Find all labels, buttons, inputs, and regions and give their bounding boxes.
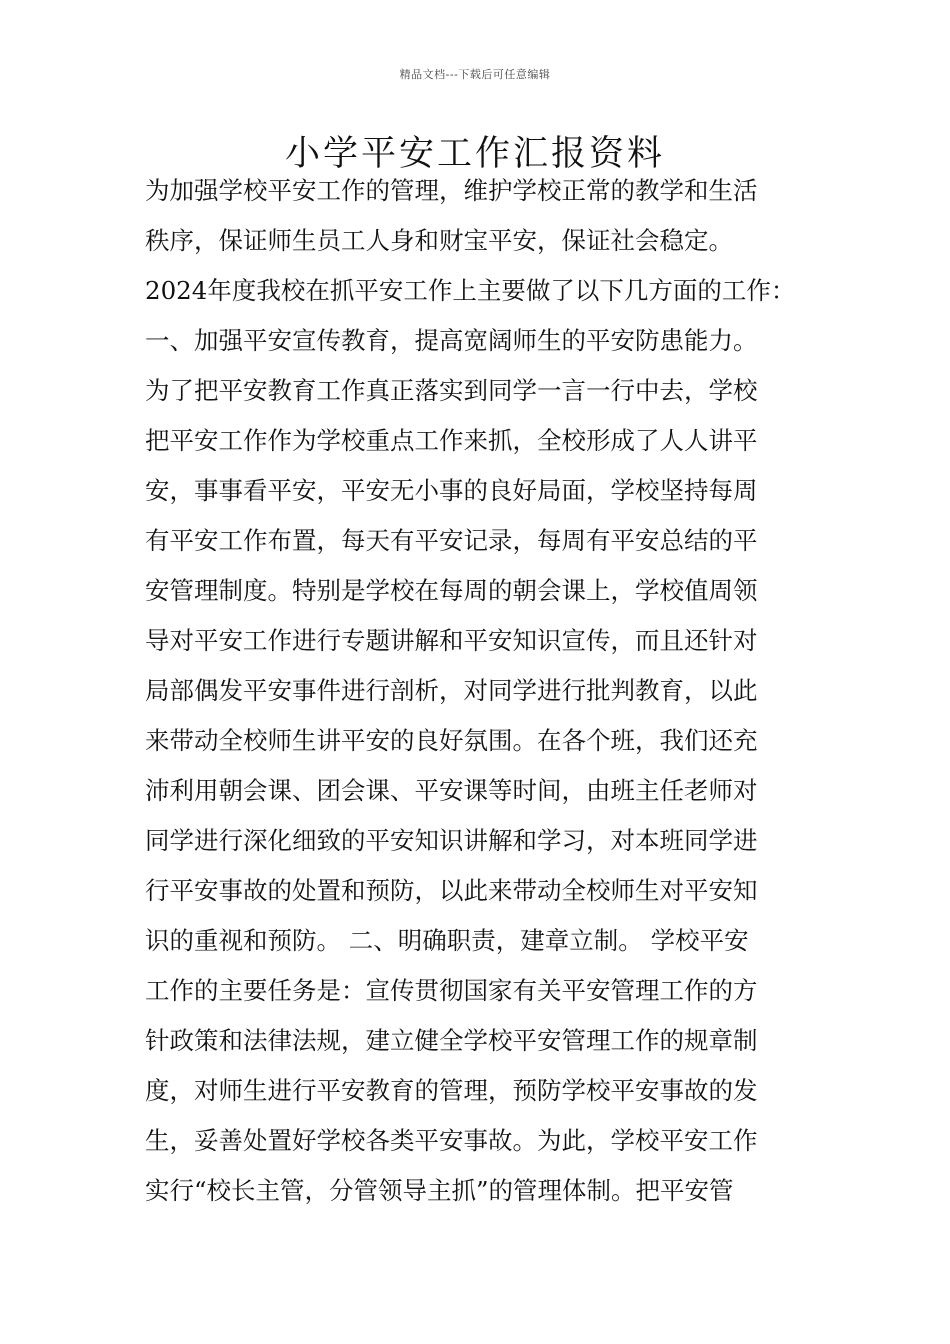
body-line: 一、加强平安宣传教育，提高宽阔师生的平安防患能力。 [145,326,758,355]
body-line: 把平安工作作为学校重点工作来抓，全校形成了人人讲平 [145,426,758,455]
body-line: 秩序，保证师生员工人身和财宝平安，保证社会稳定。 [145,226,733,255]
body-line: 有平安工作布置，每天有平安记录，每周有平安总结的平 [145,526,758,555]
body-line: 为了把平安教育工作真正落实到同学一言一行中去，学校 [145,376,758,405]
body-line: 针政策和法律法规，建立健全学校平安管理工作的规章制 [145,1026,758,1055]
body-line: 工作的主要任务是：宣传贯彻国家有关平安管理工作的方 [145,976,758,1005]
body-line: 导对平安工作进行专题讲解和平安知识宣传，而且还针对 [145,626,758,655]
document-title: 小学平安工作汇报资料 [284,134,665,174]
body-line: 识的重视和预防。 二、明确职责，建章立制。 学校平安 [145,926,749,955]
body-line: 安管理制度。特别是学校在每周的朝会课上，学校值周领 [145,576,758,605]
body-line: 局部偶发平安事件进行剖析，对同学进行批判教育，以此 [145,676,758,705]
body-line: 安，事事看平安，平安无小事的良好局面，学校坚持每周 [145,476,758,505]
body-line: 生，妥善处置好学校各类平安事故。为此，学校平安工作 [145,1126,758,1155]
body-line: 2024年度我校在抓平安工作上主要做了以下几方面的工作： [145,276,796,305]
body-line: 沛利用朝会课、团会课、平安课等时间，由班主任老师对 [145,776,758,805]
body-line: 为加强学校平安工作的管理，维护学校正常的教学和生活 [145,176,758,205]
body-line: 来带动全校师生讲平安的良好氛围。在各个班，我们还充 [145,726,758,755]
body-line: 行平安事故的处置和预防，以此来带动全校师生对平安知 [145,876,758,905]
header-note: 精品文档---下载后可任意编辑 [399,68,551,81]
body-line: 同学进行深化细致的平安知识讲解和学习，对本班同学进 [145,826,758,855]
body-line: 度，对师生进行平安教育的管理，预防学校平安事故的发 [145,1076,758,1105]
body-line: 实行“校长主管，分管领导主抓”的管理体制。把平安管 [145,1176,734,1205]
